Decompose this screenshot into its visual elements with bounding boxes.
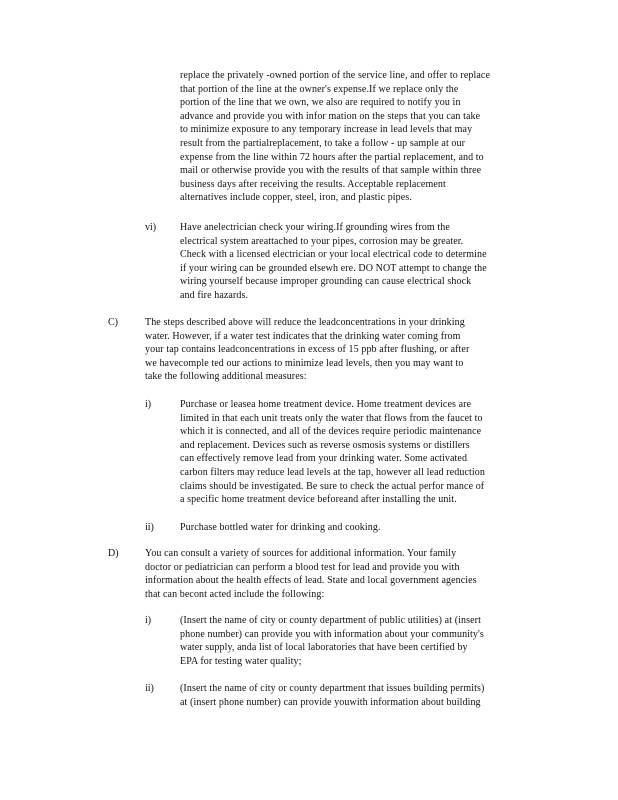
text-line: electrical system areattached to your pipes, corrosion may be greater. [180, 235, 464, 247]
text-line: information about the health effects of lead. State and local government agencies [145, 575, 477, 587]
paragraph-intro-continuation [180, 69, 540, 205]
text-line: water. However, if a water test indicates that the drinking water coming from [145, 330, 461, 342]
text-line: mail or otherwise provide you with the results of that sample within three [180, 165, 482, 177]
paragraph-d-item-ii [180, 682, 540, 709]
section-label-d: D) [108, 548, 119, 559]
text-line: business days after receiving the results. Acceptable replacement [180, 178, 446, 190]
list-label-d-i: i) [145, 615, 152, 626]
paragraph-section-d [145, 547, 525, 601]
paragraph-d-item-i [180, 614, 540, 668]
paragraph-item-vi [180, 221, 540, 303]
list-label-vi: vi) [145, 222, 157, 233]
text-line: Purchase or leasea home treatment device. Home treatment devices are [180, 399, 472, 410]
text-line: EPA for testing water quality; [180, 655, 302, 667]
list-label-c-i: i) [145, 399, 152, 410]
text-line: which it is connected, and all of the devices require periodic maintenance [180, 426, 482, 438]
text-line: that can becont acted include the following: [145, 588, 325, 600]
text-line: that portion of the line at the owner's expense.If we replace only the [180, 83, 459, 95]
text-line: Check with a licensed electrician or your local electrical code to determine [180, 249, 487, 261]
text-line: take the following additional measures: [145, 371, 307, 383]
text-line: limited in that each unit treats only the water that flows from the faucet to [180, 412, 483, 424]
text-line: your tap contains leadconcentrations in excess of 15 ppb after flushing, or after [145, 344, 470, 356]
text-line: The steps described above will reduce the leadconcentrations in your drinking [145, 317, 465, 328]
text-line: You can consult a variety of sources for additional information. Your family [145, 548, 457, 559]
list-label-c-ii: ii) [145, 522, 154, 533]
text-line: water supply, anda list of local laboratories that have been certified by [180, 642, 468, 654]
text-line: we havecomple ted our actions to minimize lead levels, then you may want to [145, 357, 464, 369]
text-line: and fire hazards. [180, 289, 249, 301]
paragraph-section-c [145, 316, 525, 384]
paragraph-c-item-i [180, 398, 540, 507]
text-line: (Insert the name of city or county department that issues building permits) [180, 683, 485, 694]
paragraph-c-item-ii [180, 521, 540, 535]
text-line: (Insert the name of city or county department of public utilities) at (insert [180, 615, 481, 626]
text-line: can effectively remove lead from your drinking water. Some activated [180, 453, 468, 465]
text-line: alternatives include copper, steel, iron, and plastic pipes. [180, 192, 412, 204]
text-line: Purchase bottled water for drinking and cooking. [180, 522, 381, 533]
text-line: result from the partialreplacement, to take a follow - up sample at our [180, 137, 466, 149]
text-line: carbon filters may reduce lead levels at the tap, however all lead reduction [180, 466, 485, 478]
text-line: Have anelectrician check your wiring.If grounding wires from the [180, 222, 450, 233]
text-line: replace the privately -owned portion of the service line, and offer to replace [180, 70, 490, 81]
text-line: doctor or pediatrician can perform a blood test for lead and provide you with [145, 561, 460, 573]
text-line: expense from the line within 72 hours after the partial replacement, and to [180, 151, 484, 163]
text-line: a specific home treatment device beforeand after installing the unit. [180, 494, 457, 506]
text-line: and replacement. Devices such as reverse osmosis systems or distillers [180, 439, 470, 451]
list-label-d-ii: ii) [145, 683, 154, 694]
text-line: claims should be investigated. Be sure to check the actual perfor mance of [180, 480, 485, 492]
section-label-c: C) [108, 317, 118, 328]
text-line: wiring yourself because improper grounding can cause electrical shock [180, 276, 472, 288]
text-line: portion of the line that we own, we also are required to notify you in [180, 97, 461, 109]
text-line: advance and provide you with infor mation on the steps that you can take [180, 110, 481, 122]
text-line: phone number) can provide you with information about your community's [180, 628, 484, 640]
text-line: if your wiring can be grounded elsewh ere. DO NOT attempt to change the [180, 262, 487, 274]
text-line: to minimize exposure to any temporary increase in lead levels that may [180, 124, 473, 136]
text-line: at (insert phone number) can provide youwith information about building [180, 696, 481, 708]
